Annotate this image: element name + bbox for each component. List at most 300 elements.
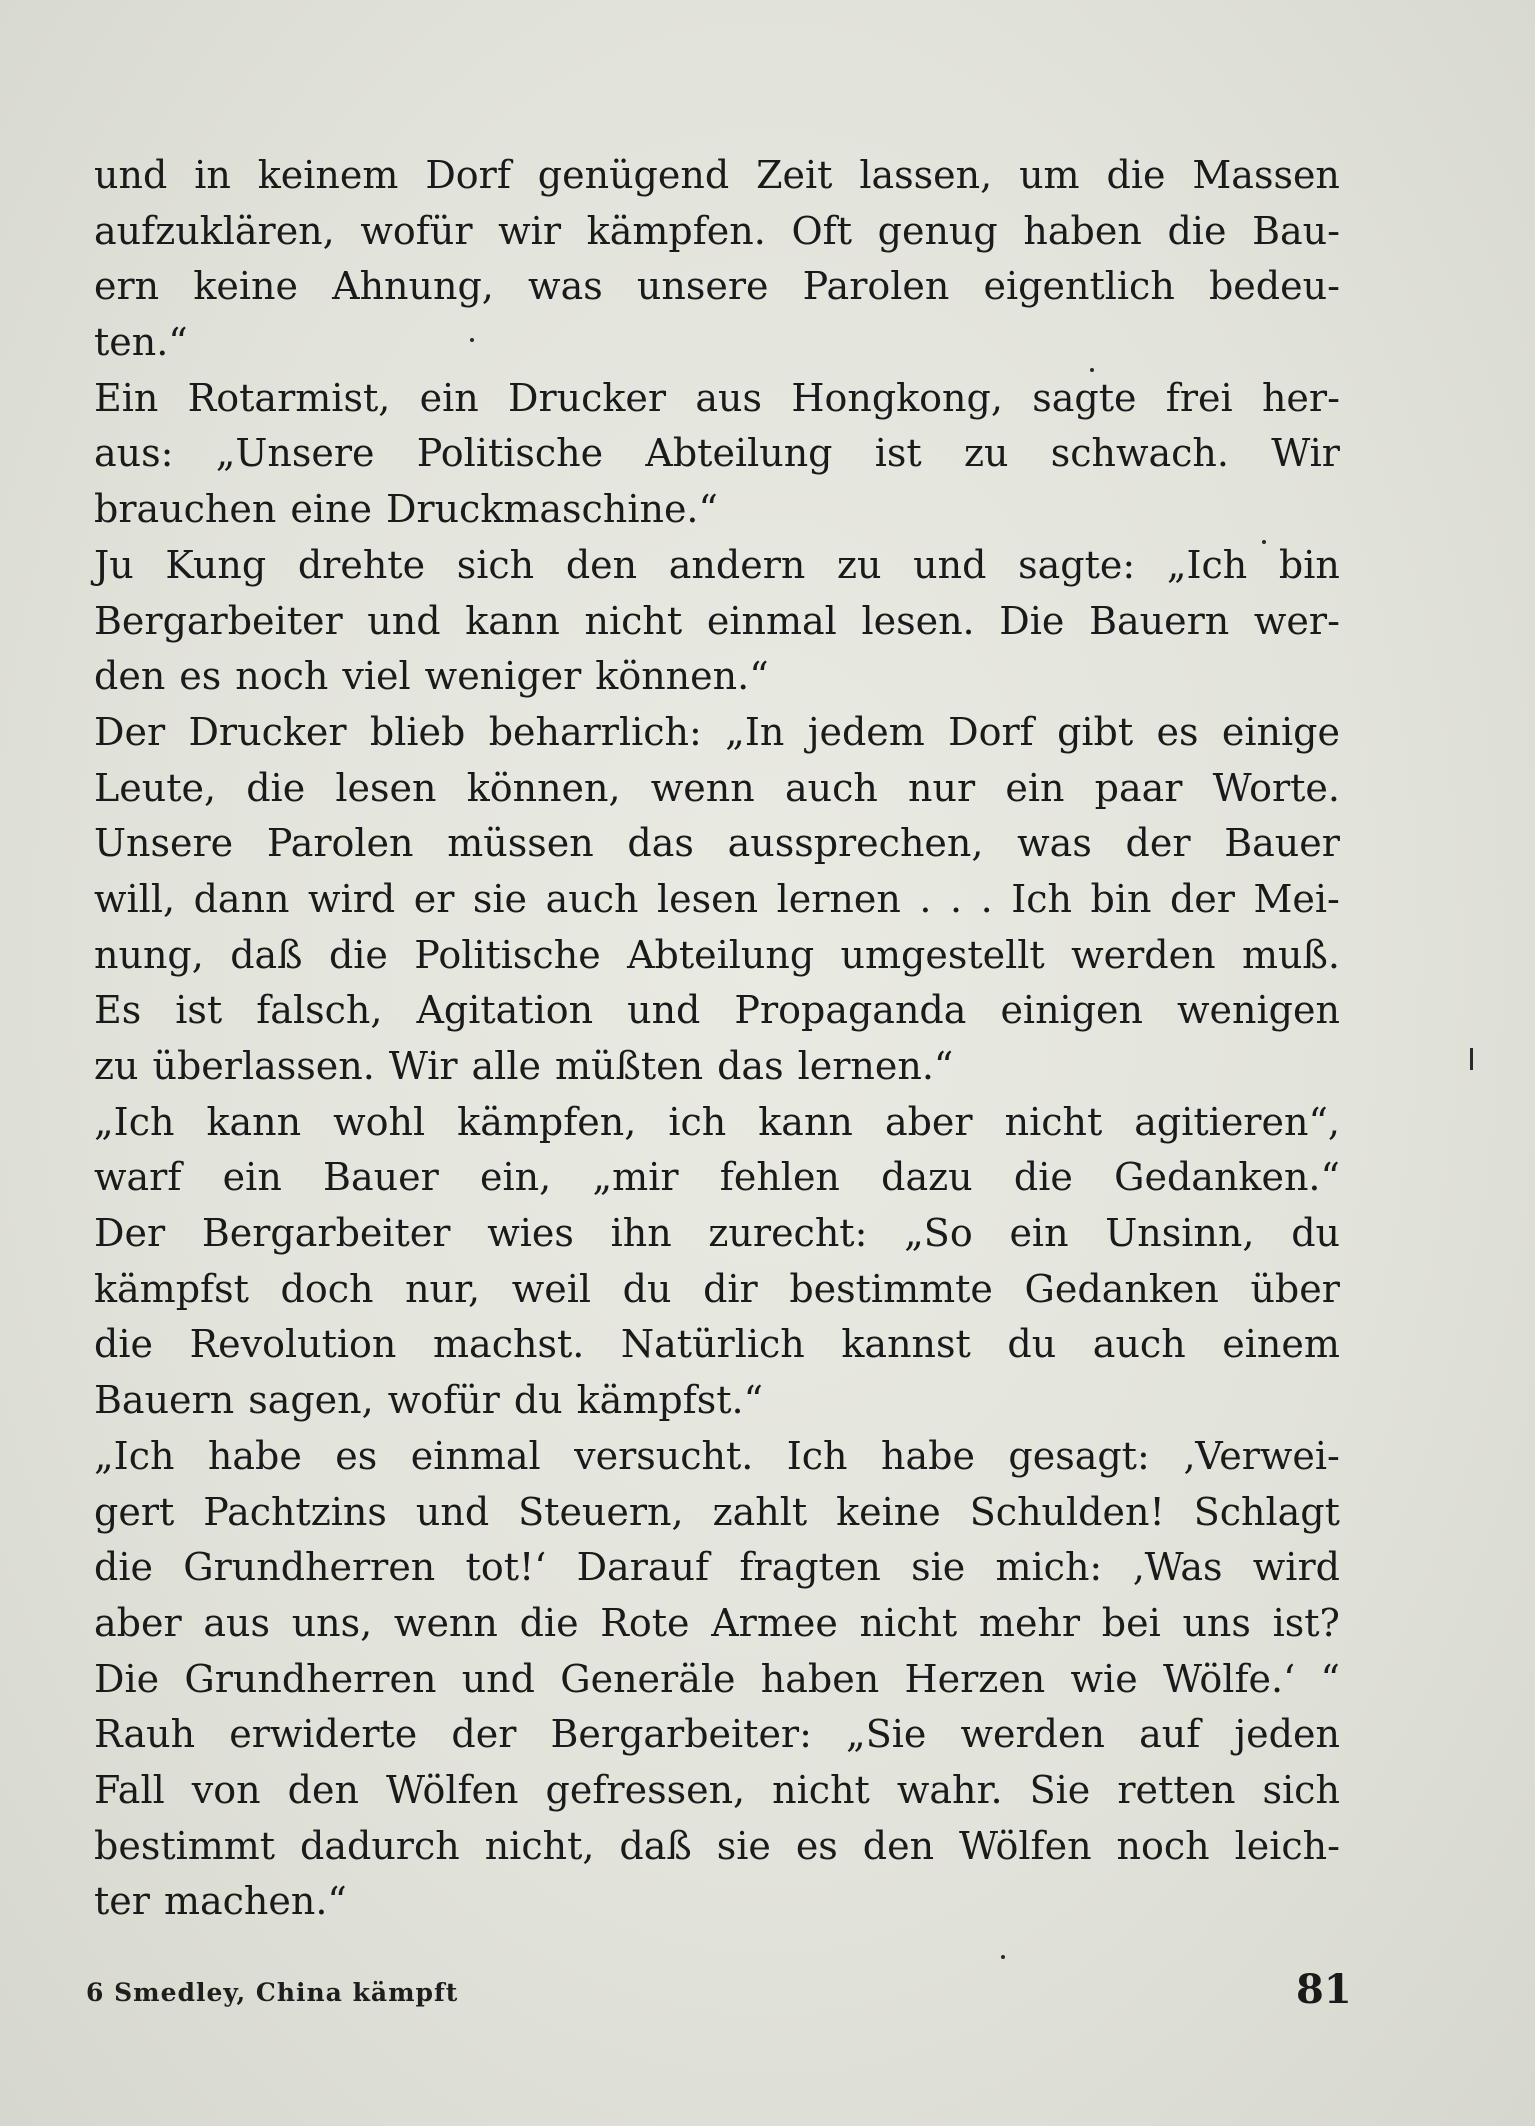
word: Zeit [756,153,833,197]
word: ‚Verwei- [1183,1433,1340,1478]
word: Unsere [94,821,234,866]
word: brauchen [94,487,277,532]
page-number: 81 [1296,1966,1352,2013]
word: lesen [656,876,759,921]
word: du [1007,1322,1057,1367]
word: aus [695,375,763,420]
word: kämpfst [94,1266,249,1311]
word: sie [716,1823,771,1868]
word: sie [472,876,528,921]
word: kämpfen. [586,208,766,253]
word: paar [1094,765,1183,810]
word: . [919,876,932,921]
text-line [94,1540,1340,1596]
word: und [94,153,168,197]
word: warf [94,1155,182,1200]
text-line [94,816,1340,872]
word: kämpfen, [457,1099,637,1144]
word: auch [784,765,878,810]
word: viel [342,654,411,699]
word: gert [94,1489,175,1534]
word: Pachtzins [203,1489,387,1534]
word: es [795,1823,838,1868]
word: Rotarmist, [187,375,391,420]
word: haben [1023,208,1142,253]
text-line [94,705,1340,761]
word: Gedanken [1024,1266,1219,1311]
word: Steuern, [518,1489,684,1534]
word: Der [94,709,166,754]
word: Unsinn, [1105,1211,1255,1256]
word: den [862,1823,935,1868]
word: fehlen [719,1155,840,1200]
word: ‚Was [1132,1545,1223,1590]
word: Schlagt [1193,1489,1340,1534]
word: was [1017,821,1092,866]
word: bin [1278,542,1340,587]
word: auch [545,876,639,921]
word: aus: [94,431,174,476]
word: auf [1139,1712,1201,1757]
word: Wir [388,1044,458,1088]
word: beharrlich: [488,709,702,754]
word: „Unsere [215,431,375,476]
word: andern [668,542,806,587]
word: bin [1090,876,1152,921]
word: Bauern [1089,598,1230,643]
word: werden [960,1712,1105,1757]
word: und [913,542,987,587]
word: bestimmte [789,1266,993,1311]
word: Generäle [560,1656,736,1701]
text-line [94,1819,1340,1875]
word: uns, [291,1600,373,1645]
word: zurecht: [708,1211,868,1256]
margin-mark [1470,1048,1473,1070]
word: aussprechen, [727,821,984,866]
word: wahr. [896,1767,1003,1812]
word: du [622,1266,672,1311]
word: doch [280,1266,374,1311]
word: blieb [369,709,466,754]
word: es [1156,709,1199,754]
word: mich: [995,1545,1103,1590]
word: alle [471,1044,541,1088]
word: nicht [859,1600,958,1645]
word: bestimmt [94,1823,276,1868]
word: will, [94,876,176,921]
word: Mei- [1253,876,1340,921]
word: Armee [711,1600,838,1645]
word: einigen [1000,988,1143,1033]
word: Grundherren [183,1545,436,1590]
word: falsch, [256,988,383,1033]
word: wofür [360,208,473,253]
word: er [413,876,455,921]
word: die [246,765,306,810]
word: Wölfen [385,1767,519,1812]
word: Dorf [948,709,1034,754]
word: noch [235,654,329,699]
word: von [191,1767,261,1812]
word: die [94,1322,153,1367]
word: jedem [807,709,925,754]
word: Es [94,988,142,1033]
word: mehr [978,1600,1081,1645]
word: du [513,1378,563,1423]
text-line [94,872,1340,928]
word: den [94,654,166,699]
word: aufzuklären, [94,208,335,253]
text-line [94,371,1340,427]
text-line [94,761,1340,817]
word: ein [222,1155,282,1200]
word: Sie [1029,1767,1091,1812]
ink-speck [1001,1955,1005,1959]
word: Schulden! [969,1489,1165,1534]
word: “ [1320,1656,1340,1701]
word: auch [1092,1322,1186,1367]
word: sagen, [248,1378,374,1423]
word: wir [498,208,562,253]
text-line [94,259,1340,315]
word: müssen [447,821,594,866]
word: schwach. [1050,431,1229,476]
word: Leute, [94,765,217,810]
word: Parolen [266,821,414,866]
word: gefressen, [545,1767,746,1812]
word: „Ich [94,1099,175,1144]
word: retten [1117,1767,1236,1812]
word: bei [1101,1600,1161,1645]
text-line [94,1707,1340,1763]
word: kann [206,1099,302,1144]
word: das [627,821,694,866]
word: Propaganda [734,988,967,1033]
text-line [94,928,1340,984]
word: daß [619,1823,692,1868]
word: wer- [1253,598,1340,643]
word: lesen [335,765,437,810]
word: machen.“ [163,1879,347,1924]
ink-speck [1090,368,1094,372]
word: Ich [1011,876,1072,921]
word: können.“ [595,654,769,699]
word: die [519,1600,579,1645]
word: kann [758,1099,853,1144]
text-line [94,426,1340,482]
word: ein [419,375,479,420]
word: drehte [297,542,426,587]
word: keine [836,1489,941,1534]
text-line [94,649,1340,705]
word: noch [1116,1823,1210,1868]
word: keine [193,264,298,309]
word: und [367,598,441,643]
word: nicht [1004,1099,1103,1144]
word: lesen. [861,598,975,643]
word: wenn [393,1600,498,1645]
text-line [94,1095,1340,1151]
word: genug [877,208,998,253]
word: Rauh [94,1712,196,1757]
word: zahlt [712,1489,808,1534]
word: wird [308,876,396,921]
text-line [94,315,1340,371]
word: nur, [405,1266,481,1311]
word: Dorf [425,153,511,197]
word: ein [1009,1211,1069,1256]
word: kann [465,598,560,643]
word: Fall [94,1767,165,1812]
word: dann [193,876,290,921]
word: wird [1252,1545,1340,1590]
word: dir [703,1266,758,1311]
word: „In [725,709,785,754]
word: Abteilung [645,431,833,476]
word: du [1291,1211,1340,1256]
word: Bau- [1252,208,1340,253]
ink-speck [470,338,474,342]
text-line [94,148,1340,204]
word: die [1106,153,1166,197]
text-line [94,1262,1340,1318]
word: „Sie [846,1712,927,1757]
word: sagte [1032,375,1137,420]
word: die [94,1545,153,1590]
text-line [94,1874,1340,1930]
word: ten.“ [94,320,188,365]
word: zu [837,542,882,587]
word: Agitation [416,988,594,1033]
word: „Ich [1166,542,1248,587]
word: ter [94,1879,150,1924]
word: kannst [841,1322,971,1367]
text-line [94,1373,1340,1429]
word: eine [290,487,372,532]
word: dazu [881,1155,973,1200]
word: Darauf [576,1545,710,1590]
text-line [94,594,1340,650]
word: nung, [94,932,204,977]
word: nicht, [484,1823,595,1868]
text-line [94,1429,1340,1485]
word: über [1250,1266,1340,1311]
word: es [179,654,222,699]
word: Ein [94,375,159,420]
word: sagte: [1018,542,1136,587]
word: wofür [387,1378,500,1423]
text-line [94,983,1340,1039]
word: Die [94,1656,160,1701]
word: aber [884,1099,973,1144]
word: dadurch [300,1823,460,1868]
word: fragten [739,1545,881,1590]
word: Natürlich [620,1322,805,1367]
word: lassen, [859,153,993,197]
word: Gedanken.“ [1114,1155,1340,1200]
word: Drucker [508,375,667,420]
word: agitieren“, [1134,1099,1340,1144]
word: Politische [416,431,604,476]
word: ist? [1272,1600,1340,1645]
word: und [461,1656,535,1701]
word: weil [511,1266,592,1311]
word: . [949,876,963,921]
word: daß [230,932,303,977]
word: uns [1182,1600,1251,1645]
ink-speck [1262,540,1266,544]
word: gibt [1057,709,1134,754]
word: nicht [772,1767,870,1812]
body-text [94,148,1340,1930]
word: machst. [433,1322,585,1367]
word: sich [1262,1767,1340,1812]
text-line [94,1317,1340,1373]
word: gesagt: [1008,1433,1150,1478]
word: werden [1071,932,1216,977]
text-line [94,1652,1340,1708]
word: zu [963,431,1009,476]
word: wenigen [1177,988,1340,1033]
word: genügend [537,153,730,197]
word: Ahnung, [332,264,494,309]
word: Politische [414,932,601,977]
word: . [980,876,993,921]
word: frei [1165,375,1233,420]
word: ihn [610,1211,672,1256]
word: „Ich [94,1433,175,1478]
word: keinem [257,153,399,197]
word: Kung [165,542,267,587]
word: wie [1070,1656,1138,1701]
word: einige [1221,709,1340,754]
word: einmal [706,598,837,643]
word: jeden [1234,1712,1340,1757]
word: haben [760,1656,880,1701]
word: Parolen [802,264,950,309]
word: Bauer [323,1155,439,1200]
word: Bergarbeiter [94,598,343,643]
word: um [1019,153,1080,197]
word: Oft [791,208,852,253]
word: „mir [592,1155,679,1200]
footer-signature: 6 Smedley, China kämpft [86,1978,459,2007]
word: bedeu- [1208,264,1340,309]
word: „So [904,1211,973,1256]
word: Rote [600,1600,690,1645]
word: Druckmaschine.“ [385,487,718,532]
word: sich [456,542,535,587]
word: das [717,1044,784,1088]
word: Wir [1271,431,1340,476]
word: Abteilung [627,932,815,977]
text-line [94,538,1340,594]
word: wenn [650,765,755,810]
word: der [1169,876,1235,921]
word: Drucker [188,709,347,754]
word: es [335,1433,378,1478]
word: einem [1222,1322,1340,1367]
word: umgestellt [840,932,1045,977]
word: nicht [584,598,683,643]
text-line [94,1039,1340,1095]
word: wies [487,1211,574,1256]
word: versucht. [574,1433,754,1478]
word: muß. [1241,932,1340,977]
word: Massen [1192,153,1340,197]
word: Bergarbeiter [201,1211,451,1256]
text-line [94,1763,1340,1819]
text-line [94,1596,1340,1652]
word: Bauern [94,1378,235,1423]
word: aus [203,1600,270,1645]
word: habe [207,1433,302,1478]
word: der [451,1712,517,1757]
word: Ju [94,542,134,587]
word: Revolution [189,1322,397,1367]
word: tot!‘ [465,1545,547,1590]
word: den [287,1767,359,1812]
word: sie [911,1545,966,1590]
word: Bergarbeiter: [550,1712,812,1757]
word: wohl [333,1099,426,1144]
word: Bauer [1224,821,1340,866]
word: habe [880,1433,975,1478]
word: Grundherren [184,1656,437,1701]
word: Wölfen [959,1823,1092,1868]
word: unsere [636,264,769,309]
word: kämpfst.“ [576,1378,764,1423]
word: können, [466,765,621,810]
word: lernen [776,876,901,921]
word: einmal [410,1433,541,1478]
word: aber [94,1600,182,1645]
text-line [94,1485,1340,1541]
word: überlassen. [152,1044,375,1088]
word: und [627,988,701,1033]
word: und [415,1489,490,1534]
word: die [1167,208,1227,253]
word: zu [94,1044,139,1088]
text-line [94,204,1340,260]
word: eigentlich [983,264,1175,309]
word: die [1013,1155,1073,1200]
word: nur [908,765,976,810]
word: weniger [424,654,582,699]
text-line [94,482,1340,538]
word: Ich [786,1433,848,1478]
word: erwiderte [229,1712,418,1757]
word: Die [999,598,1065,643]
word: den [565,542,638,587]
word: ich [668,1099,727,1144]
word: in [194,153,231,197]
word: Hongkong, [791,375,1003,420]
word: Worte. [1212,765,1340,810]
word: der [1125,821,1191,866]
word: ist [874,431,922,476]
text-line [94,1206,1340,1262]
word: ein, [480,1155,552,1200]
word: müßten [554,1044,704,1088]
word: die [328,932,388,977]
word: lernen.“ [797,1044,954,1088]
word: was [528,264,603,309]
text-line [94,1150,1340,1206]
word: Herzen [904,1656,1046,1701]
word: Wölfe.‘ [1162,1656,1296,1701]
